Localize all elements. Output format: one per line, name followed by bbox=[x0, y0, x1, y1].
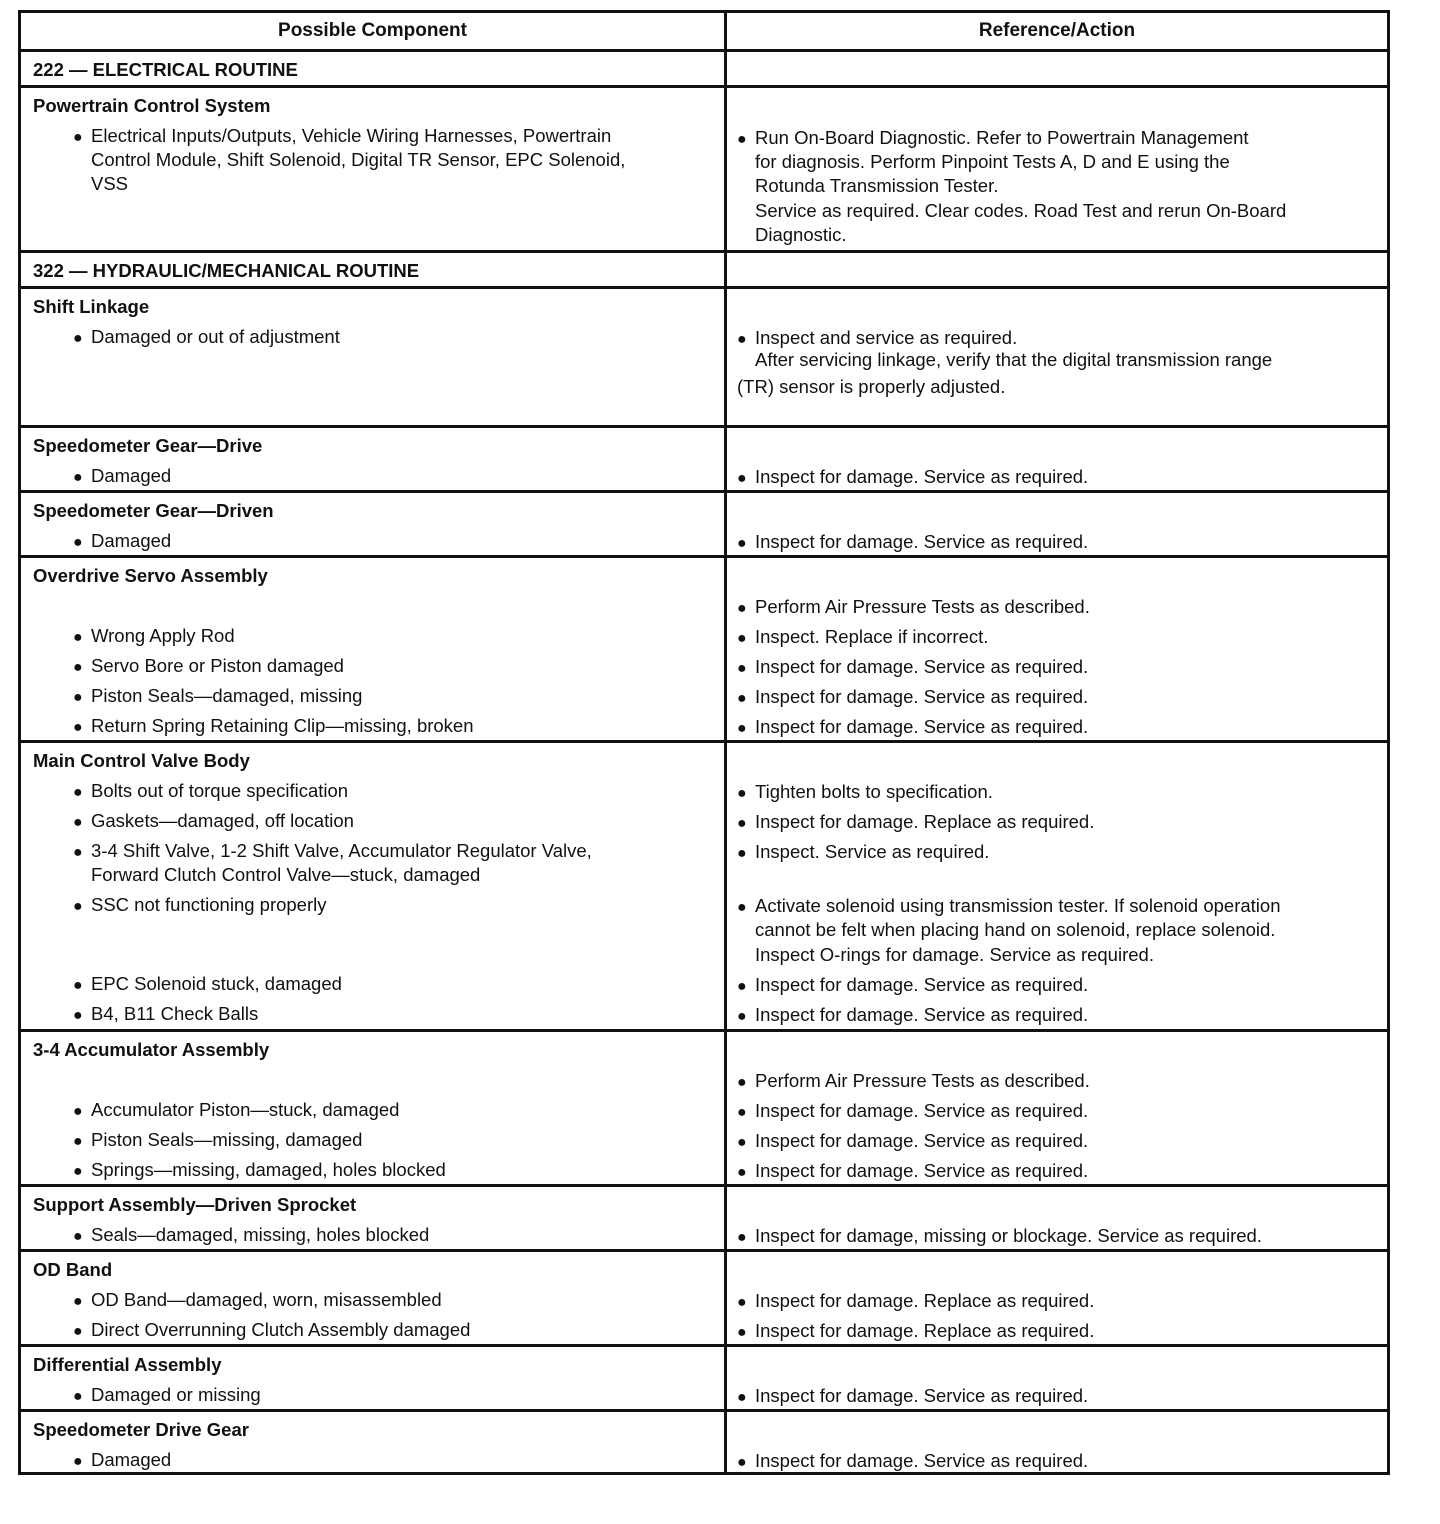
action-item: ● Inspect for damage. Service as required. bbox=[737, 1004, 1089, 1025]
action-item: ● Inspect for damage. Replace as required. bbox=[737, 1290, 1095, 1311]
action-item: ● Perform Air Pressure Tests as described. bbox=[737, 1070, 1090, 1091]
table-row bbox=[21, 490, 1387, 555]
list-item: ● Damaged or missing bbox=[73, 1384, 261, 1405]
table-row bbox=[21, 1029, 1387, 1184]
action-item: ● Inspect for damage. Service as required. bbox=[737, 716, 1089, 737]
table-row bbox=[21, 555, 1387, 740]
group-title: Support Assembly—Driven Sprocket bbox=[33, 1194, 357, 1215]
list-item: ● Direct Overrunning Clutch Assembly damaged bbox=[73, 1319, 471, 1340]
header-reference-action: Reference/Action bbox=[978, 20, 1136, 41]
table-row bbox=[21, 1409, 1387, 1472]
action-item: ● Perform Air Pressure Tests as described. bbox=[737, 596, 1090, 617]
list-item: ● Gaskets—damaged, off location bbox=[73, 810, 354, 831]
section-label: 222 — ELECTRICAL ROUTINE bbox=[21, 52, 727, 85]
action-item: ● Inspect for damage. Service as required. bbox=[737, 1160, 1089, 1181]
list-item: ● Damaged bbox=[73, 1449, 172, 1470]
group-title: 3-4 Accumulator Assembly bbox=[33, 1039, 270, 1060]
table-row bbox=[21, 1249, 1387, 1344]
table-row bbox=[21, 425, 1387, 490]
list-item: ● Damaged bbox=[73, 530, 172, 551]
diagnosis-table bbox=[18, 10, 1390, 1475]
table-row bbox=[21, 1184, 1387, 1249]
list-item: ● Damaged bbox=[73, 465, 172, 486]
header-possible-component: Possible Component bbox=[21, 13, 727, 49]
action-item: ● Inspect for damage. Service as required. bbox=[737, 1130, 1089, 1151]
action-item: ● Inspect for damage. Replace as required. bbox=[737, 1320, 1095, 1341]
action-item: ● Inspect for damage. Service as required. bbox=[737, 466, 1089, 487]
list-item: ● EPC Solenoid stuck, damaged bbox=[73, 973, 342, 994]
group-title: Main Control Valve Body bbox=[33, 750, 250, 771]
action-item: ● Inspect. Service as required. bbox=[737, 841, 990, 862]
list-item: ● Wrong Apply Rod bbox=[73, 625, 235, 646]
group-title: Speedometer Gear—Driven bbox=[33, 500, 274, 521]
list-item: ● SSC not functioning properly bbox=[73, 894, 327, 915]
group-title: Overdrive Servo Assembly bbox=[33, 565, 268, 586]
action-item: ● Activate solenoid using transmission tester. If solenoid operation bbox=[737, 895, 1281, 916]
action-item: ● Inspect for damage. Service as required. bbox=[737, 656, 1089, 677]
table-header bbox=[21, 13, 1387, 49]
table-row bbox=[21, 1344, 1387, 1409]
action-item: ● Tighten bolts to specification. bbox=[737, 781, 993, 802]
group-title: Speedometer Gear—Drive bbox=[33, 435, 263, 456]
list-item: ● Piston Seals—damaged, missing bbox=[73, 685, 363, 706]
list-item: ● Piston Seals—missing, damaged bbox=[73, 1129, 363, 1150]
action-item: ● Inspect for damage. Service as required. bbox=[737, 974, 1089, 995]
table-row: Shift Linkage ● Damaged or out of adjustment ● Inspect and service as required. After servicing linkage, verify that the digital transmission range (TR) sensor is properly adjusted. bbox=[21, 286, 1387, 425]
action-item: ● Inspect. Replace if incorrect. bbox=[737, 626, 989, 647]
list-item: ● Accumulator Piston—stuck, damaged bbox=[73, 1099, 400, 1120]
group-title: OD Band bbox=[33, 1259, 113, 1280]
action-item: ● Inspect for damage. Service as required. bbox=[737, 531, 1089, 552]
list-item: ● Servo Bore or Piston damaged bbox=[73, 655, 344, 676]
action-item: ● Inspect for damage. Service as required. bbox=[737, 1385, 1089, 1406]
list-item: Control Module, Shift Solenoid, Digital TR Sensor, EPC Solenoid, bbox=[91, 149, 626, 170]
list-item: ● B4, B11 Check Balls bbox=[73, 1003, 259, 1024]
table-row: Powertrain Control System ● Electrical Inputs/Outputs, Vehicle Wiring Harnesses, Powertrain Control Module, Shift Solenoid, Digital TR Sensor, EPC Solenoid, VSS ● Run On-Board Diagnostic. Refer to Powertrain Management for diagnosis. Perform Pinpoint Tests A, D and E using the Rotunda Transmission Tester. Service as required. Clear codes. Road Test and rerun On-Board Diagnostic. bbox=[21, 85, 1387, 250]
list-item: ● Return Spring Retaining Clip—missing, broken bbox=[73, 715, 474, 736]
list-item: VSS bbox=[91, 173, 129, 194]
action-item: ● Inspect for damage. Service as required. bbox=[737, 1450, 1089, 1471]
section-row bbox=[21, 49, 1387, 85]
action-item: ● Inspect for damage, missing or blockage. Service as required. bbox=[737, 1225, 1262, 1246]
section-label: 322 — HYDRAULIC/MECHANICAL ROUTINE bbox=[21, 253, 727, 286]
group-title: Powertrain Control System bbox=[33, 95, 271, 116]
group-title: Differential Assembly bbox=[33, 1354, 222, 1375]
list-item: ● 3-4 Shift Valve, 1-2 Shift Valve, Accumulator Regulator Valve, bbox=[73, 840, 592, 861]
action-item: ● Inspect for damage. Service as required. bbox=[737, 686, 1089, 707]
list-item: ● Damaged or out of adjustment bbox=[73, 326, 340, 347]
action-item: ● Inspect and service as required. bbox=[737, 327, 1018, 348]
action-item: ● Inspect for damage. Replace as required. bbox=[737, 811, 1095, 832]
list-item: ● Seals—damaged, missing, holes blocked bbox=[73, 1224, 430, 1245]
section-row bbox=[21, 250, 1387, 286]
table-row: Main Control Valve Body ● Bolts out of torque specification ● Gaskets—damaged, off location ● 3-4 Shift Valve, 1-2 Shift Valve, Accumulator Regulator Valve, Forward Clutch Control Valve—stuck, damaged ● SSC not functioning properly ● EPC Solenoid stuck, damaged ● B4, B11 Check Balls ● Tighten bolts to specification. ● Inspect for damage. Replace as required. ● Inspect. Service as required. ● Activate solenoid using transmission tester. If solenoid operation cannot be felt when placing hand on solenoid, replace solenoid. Inspect O-rings for damage. Service as required. ● Inspect for damage. Service as required. ● Inspect for damage. Service as required. bbox=[21, 740, 1387, 1029]
list-item: ● Electrical Inputs/Outputs, Vehicle Wiring Harnesses, Powertrain bbox=[73, 125, 612, 146]
list-item: ● Springs—missing, damaged, holes blocked bbox=[73, 1159, 446, 1180]
list-item: ● Bolts out of torque specification bbox=[73, 780, 349, 801]
group-title: Shift Linkage bbox=[33, 296, 150, 317]
action-item: ● Run On-Board Diagnostic. Refer to Powertrain Management bbox=[737, 127, 1249, 148]
group-title: Speedometer Drive Gear bbox=[33, 1419, 249, 1440]
action-item: ● Inspect for damage. Service as required. bbox=[737, 1100, 1089, 1121]
list-item: ● OD Band—damaged, worn, misassembled bbox=[73, 1289, 442, 1310]
